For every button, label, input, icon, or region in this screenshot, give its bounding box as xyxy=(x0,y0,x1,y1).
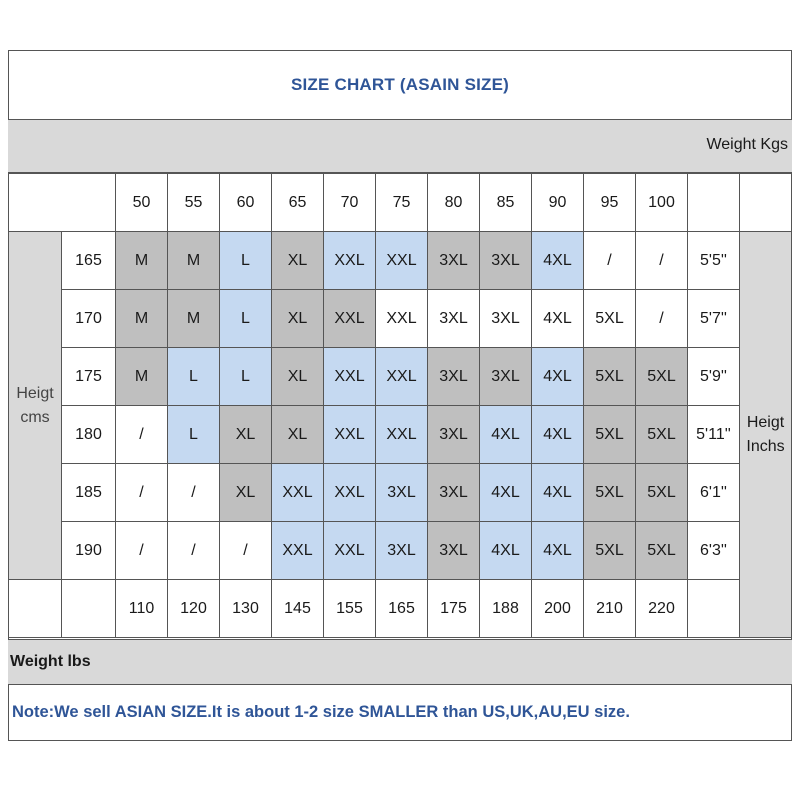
size-cell: 5XL xyxy=(636,522,688,580)
size-cell: / xyxy=(116,406,168,464)
size-cell: XXL xyxy=(376,232,428,290)
size-note: Note:We sell ASIAN SIZE.It is about 1-2 size SMALLER than US,UK,AU,EU size. xyxy=(12,703,630,721)
size-cell: XL xyxy=(272,348,324,406)
size-cell: 3XL xyxy=(428,232,480,290)
size-cell: L xyxy=(168,406,220,464)
size-row xyxy=(9,522,792,580)
weight-lbs-cell: 155 xyxy=(324,580,376,638)
size-cell: 5XL xyxy=(584,290,636,348)
size-cell: XXL xyxy=(272,464,324,522)
size-cell: 4XL xyxy=(532,348,584,406)
size-cell: 3XL xyxy=(480,290,532,348)
size-row xyxy=(9,464,792,522)
kg-header-row xyxy=(9,174,792,232)
size-cell: 3XL xyxy=(480,348,532,406)
weight-kg-cell: 95 xyxy=(584,174,636,232)
height-inches-label-line: Inchs xyxy=(746,437,785,455)
weight-kg-cell: 50 xyxy=(116,174,168,232)
height-cm-cell: 190 xyxy=(62,522,116,580)
corner-cell xyxy=(740,174,792,232)
size-cell: 4XL xyxy=(532,290,584,348)
size-cell: 4XL xyxy=(480,406,532,464)
weight-lbs-cell: 200 xyxy=(532,580,584,638)
size-cell: XXL xyxy=(376,406,428,464)
corner-cell xyxy=(688,580,740,638)
size-cell: 3XL xyxy=(428,464,480,522)
size-cell: / xyxy=(168,522,220,580)
weight-lbs-cell: 165 xyxy=(376,580,428,638)
size-cell: 4XL xyxy=(532,232,584,290)
weight-lbs-cell: 110 xyxy=(116,580,168,638)
size-row xyxy=(9,290,792,348)
weight-kg-cell: 80 xyxy=(428,174,480,232)
height-cm-cell: 180 xyxy=(62,406,116,464)
size-cell: XXL xyxy=(324,522,376,580)
size-cell: / xyxy=(636,232,688,290)
size-cell: XL xyxy=(272,290,324,348)
size-cell: M xyxy=(168,232,220,290)
size-cell: 5XL xyxy=(584,348,636,406)
height-inch-cell: 6'3'' xyxy=(688,522,740,580)
size-cell: 3XL xyxy=(428,522,480,580)
size-cell: XL xyxy=(272,232,324,290)
size-cell: 4XL xyxy=(480,464,532,522)
size-cell: XL xyxy=(220,464,272,522)
size-cell: / xyxy=(220,522,272,580)
weight-lbs-cell: 120 xyxy=(168,580,220,638)
height-cm-cell: 170 xyxy=(62,290,116,348)
size-cell: 3XL xyxy=(428,348,480,406)
weight-lbs-cell: 188 xyxy=(480,580,532,638)
height-cm-cell: 175 xyxy=(62,348,116,406)
size-cell: L xyxy=(220,232,272,290)
size-cell: XXL xyxy=(376,348,428,406)
size-cell: 3XL xyxy=(376,464,428,522)
weight-lbs-band xyxy=(8,639,792,685)
height-cms-label-line: cms xyxy=(20,408,50,426)
size-cell: 4XL xyxy=(532,464,584,522)
weight-kg-cell: 90 xyxy=(532,174,584,232)
corner-cell xyxy=(9,174,116,232)
size-cell: / xyxy=(584,232,636,290)
height-inches-label xyxy=(740,232,792,638)
size-cell: 5XL xyxy=(636,348,688,406)
size-cell: XXL xyxy=(324,232,376,290)
chart-title: SIZE CHART (ASAIN SIZE) xyxy=(290,74,510,94)
height-inches-label-line: Heigt xyxy=(746,413,785,431)
size-cell: L xyxy=(168,348,220,406)
corner-cell xyxy=(62,580,116,638)
height-inch-cell: 5'11'' xyxy=(688,406,740,464)
size-cell: 5XL xyxy=(584,522,636,580)
height-cm-cell: 165 xyxy=(62,232,116,290)
weight-kgs-band xyxy=(8,119,792,173)
weight-kg-cell: 100 xyxy=(636,174,688,232)
weight-kgs-label: Weight Kgs xyxy=(706,136,788,153)
weight-lbs-cell: 210 xyxy=(584,580,636,638)
size-cell: / xyxy=(116,464,168,522)
weight-kg-cell: 60 xyxy=(220,174,272,232)
weight-kg-cell: 55 xyxy=(168,174,220,232)
size-cell: 4XL xyxy=(532,406,584,464)
height-inch-cell: 5'5'' xyxy=(688,232,740,290)
size-cell: XXL xyxy=(324,348,376,406)
height-inch-cell: 6'1'' xyxy=(688,464,740,522)
weight-lbs-cell: 220 xyxy=(636,580,688,638)
size-cell: XL xyxy=(220,406,272,464)
size-cell: 3XL xyxy=(376,522,428,580)
size-cell: 5XL xyxy=(636,464,688,522)
size-row xyxy=(9,232,792,290)
size-cell: XXL xyxy=(324,290,376,348)
weight-lbs-cell: 145 xyxy=(272,580,324,638)
weight-kg-cell: 70 xyxy=(324,174,376,232)
size-grid xyxy=(8,173,792,638)
size-cell: XL xyxy=(272,406,324,464)
height-inch-cell: 5'9'' xyxy=(688,348,740,406)
weight-kg-cell: 65 xyxy=(272,174,324,232)
corner-cell xyxy=(9,580,62,638)
size-cell: M xyxy=(116,232,168,290)
size-cell: M xyxy=(168,290,220,348)
size-cell: 4XL xyxy=(532,522,584,580)
lbs-row xyxy=(9,580,792,638)
size-cell: 3XL xyxy=(428,406,480,464)
height-inch-cell: 5'7'' xyxy=(688,290,740,348)
size-cell: 3XL xyxy=(428,290,480,348)
size-cell: / xyxy=(636,290,688,348)
size-cell: / xyxy=(168,464,220,522)
size-cell: L xyxy=(220,348,272,406)
size-cell: L xyxy=(220,290,272,348)
size-cell: 5XL xyxy=(636,406,688,464)
size-row xyxy=(9,348,792,406)
weight-kg-cell: 85 xyxy=(480,174,532,232)
size-cell: / xyxy=(116,522,168,580)
weight-kg-cell: 75 xyxy=(376,174,428,232)
size-cell: XXL xyxy=(376,290,428,348)
weight-lbs-cell: 175 xyxy=(428,580,480,638)
weight-lbs-cell: 130 xyxy=(220,580,272,638)
size-cell: 3XL xyxy=(480,232,532,290)
size-cell: M xyxy=(116,290,168,348)
height-cms-label-line: Heigt xyxy=(16,384,54,402)
height-cm-cell: 185 xyxy=(62,464,116,522)
size-cell: 4XL xyxy=(480,522,532,580)
size-cell: XXL xyxy=(272,522,324,580)
size-cell: 5XL xyxy=(584,464,636,522)
size-cell: XXL xyxy=(324,464,376,522)
size-cell: 5XL xyxy=(584,406,636,464)
weight-lbs-label: Weight lbs xyxy=(10,653,91,670)
size-cell: XXL xyxy=(324,406,376,464)
height-cms-label xyxy=(9,232,62,580)
size-cell: M xyxy=(116,348,168,406)
corner-cell xyxy=(688,174,740,232)
size-row xyxy=(9,406,792,464)
